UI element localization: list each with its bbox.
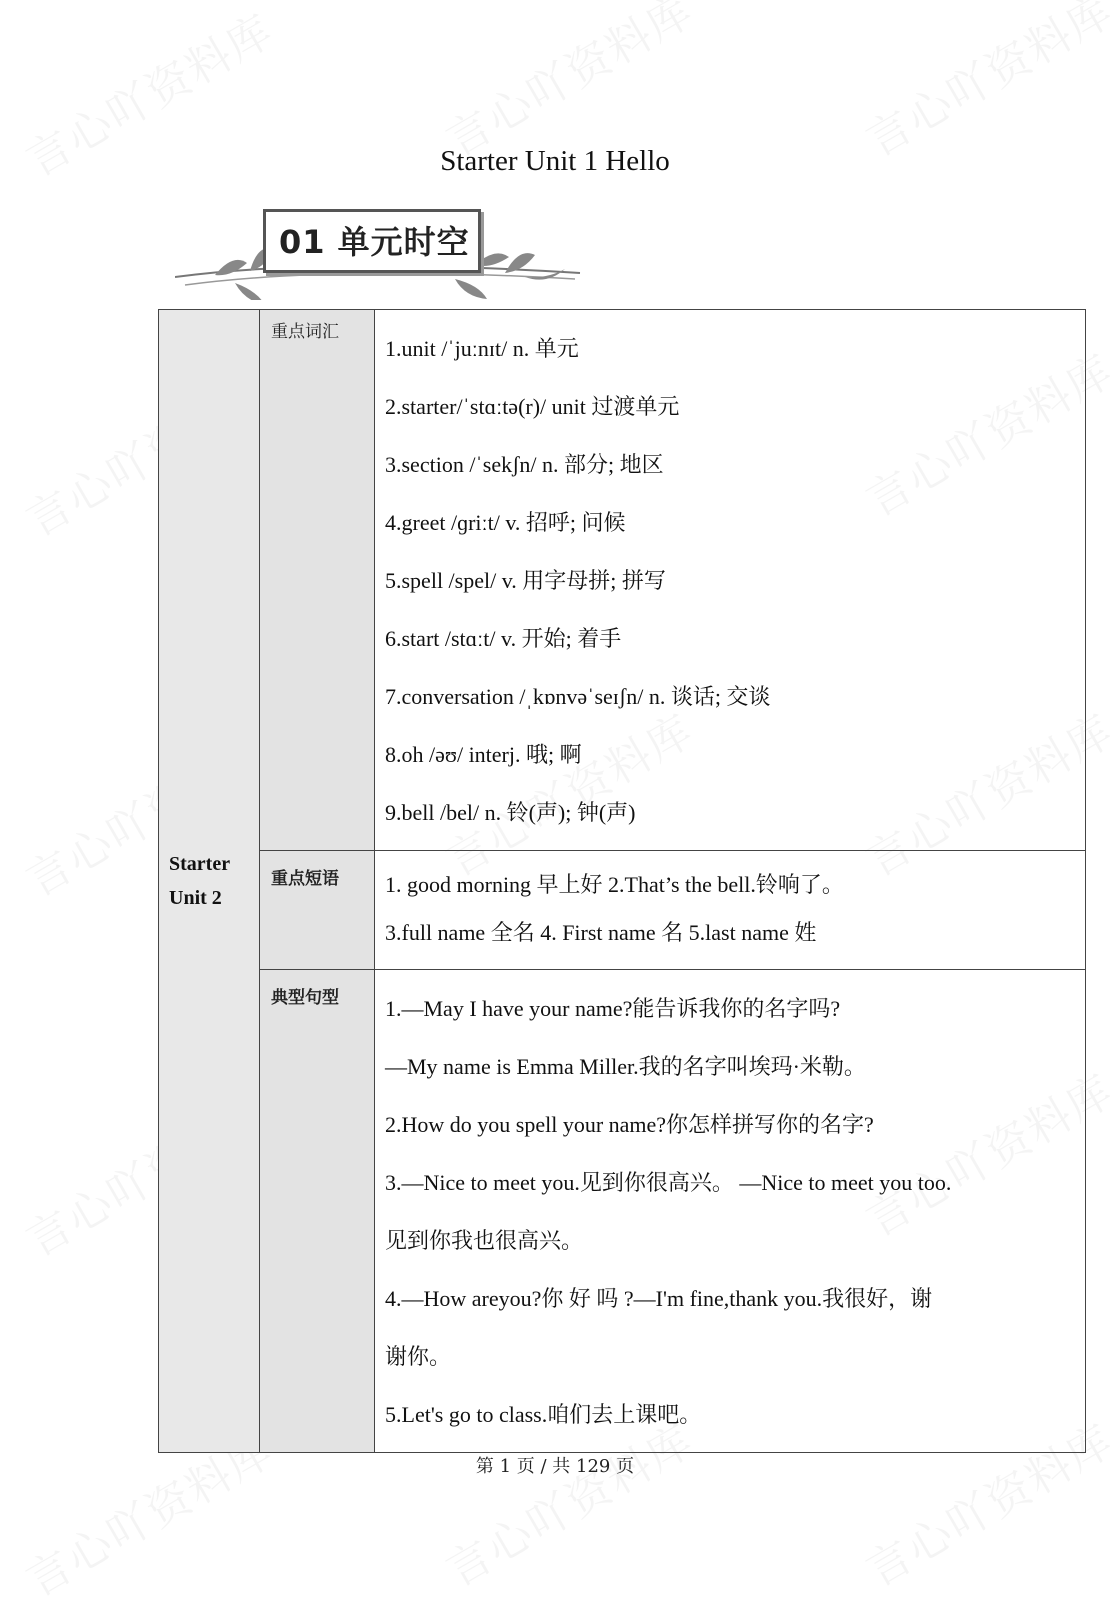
unit-summary-table xyxy=(158,309,1086,1453)
category-phrases-cell xyxy=(260,851,375,970)
sentences-list xyxy=(375,970,1086,1453)
document-title: Starter Unit 1 Hello xyxy=(440,145,670,177)
category-phrases-label: 重点短语 xyxy=(271,869,339,889)
category-sentences-cell xyxy=(260,970,375,1453)
unit-label-line1: Starter xyxy=(169,853,231,875)
unit-label-cell xyxy=(159,310,260,1453)
sentence-item: 5.Let's go to class.咱们去上课吧。 xyxy=(385,1402,702,1427)
vocab-item: 1.unit /ˈjuːnɪt/ n. 单元 xyxy=(385,336,579,361)
phrase-item: 3.full name 全名 4. First name 名 5.last name 姓 xyxy=(385,920,817,945)
unit-label-line2: Unit 2 xyxy=(169,887,222,909)
banner-label: 01 单元时空 xyxy=(279,223,470,261)
phrase-item: 1. good morning 早上好 2.That’s the bell.铃响了。 xyxy=(385,872,844,897)
vocab-item: 6.start /stɑːt/ v. 开始; 着手 xyxy=(385,626,622,651)
sentence-item: 2.How do you spell your name?你怎样拼写你的名字? xyxy=(385,1112,874,1137)
sentence-item: —My name is Emma Miller.我的名字叫埃玛·米勒。 xyxy=(385,1054,866,1079)
sentence-item: 4.—How areyou?你 好 吗 ?—I'm fine,thank you.我很好，谢 xyxy=(385,1286,933,1311)
category-sentences-label: 典型句型 xyxy=(271,988,339,1008)
sentence-item: 见到你我也很高兴。 xyxy=(385,1228,584,1253)
category-vocabulary-label: 重点词汇 xyxy=(271,322,339,342)
page-footer: 第 1 页 / 共 129 页 xyxy=(475,1456,635,1477)
category-vocabulary-cell xyxy=(260,310,375,851)
sentence-item: 3.—Nice to meet you.见到你很高兴。 —Nice to meet you too. xyxy=(385,1170,952,1195)
sentence-item: 1.—May I have your name?能告诉我你的名字吗? xyxy=(385,996,841,1021)
vocab-item: 4.greet /ɡriːt/ v. 招呼; 问候 xyxy=(385,510,626,535)
vocab-item: 9.bell /bel/ n. 铃(声); 钟(声) xyxy=(385,800,636,825)
section-banner xyxy=(175,205,585,300)
vocab-item: 8.oh /əʊ/ interj. 哦; 啊 xyxy=(385,742,582,767)
vocab-item: 5.spell /spel/ v. 用字母拼; 拼写 xyxy=(385,568,666,593)
vocab-item: 2.starter/ˈstɑːtə(r)/ unit 过渡单元 xyxy=(385,394,680,419)
vocabulary-list xyxy=(375,310,1086,851)
sentence-item: 谢你。 xyxy=(385,1344,452,1369)
vocab-item: 7.conversation /ˌkɒnvəˈseɪʃn/ n. 谈话; 交谈 xyxy=(385,684,771,709)
vocab-item: 3.section /ˈsekʃn/ n. 部分; 地区 xyxy=(385,452,664,477)
phrases-list xyxy=(375,851,1086,970)
